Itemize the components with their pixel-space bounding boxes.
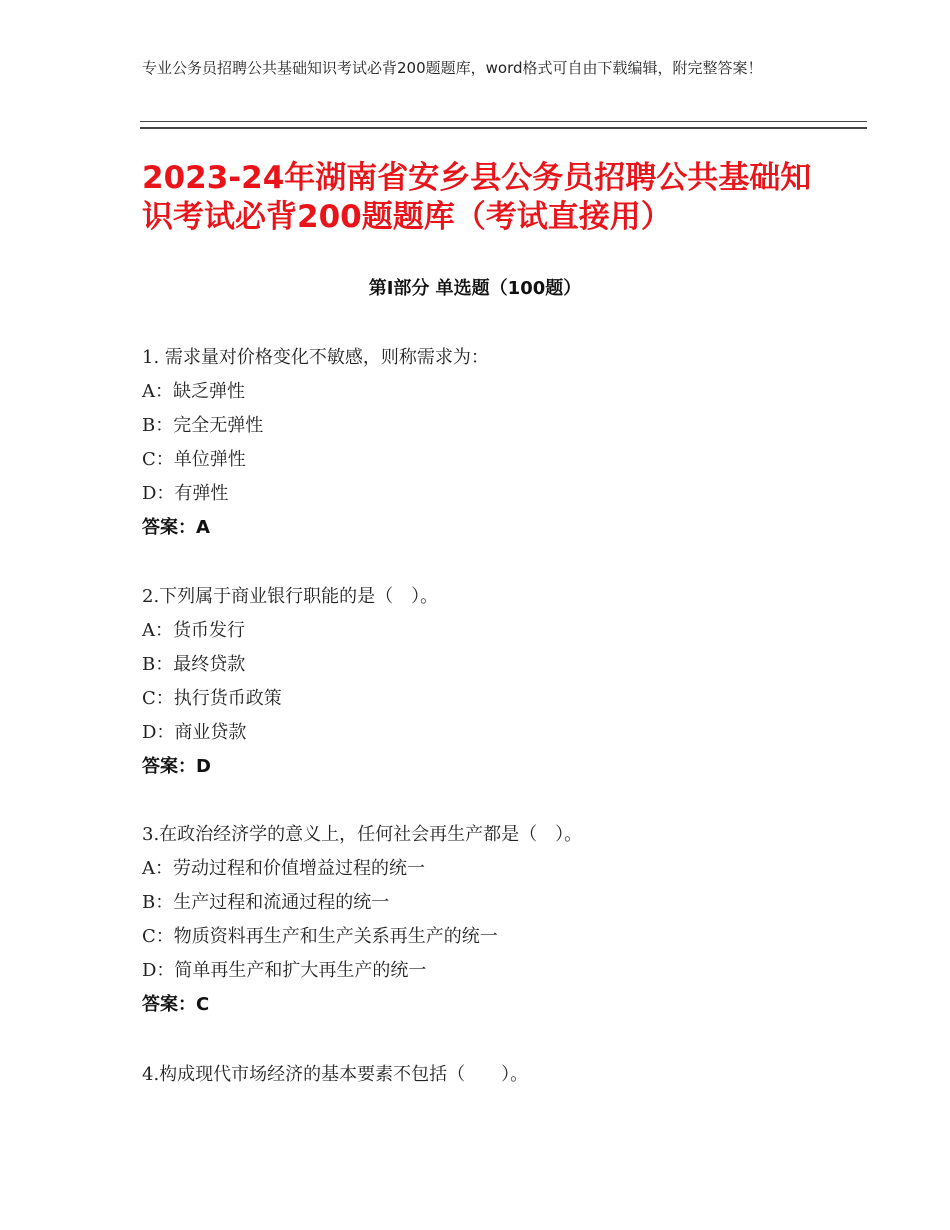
question-1-option-d: D：有弹性 xyxy=(142,483,229,504)
question-3-option-a: A：劳动过程和价值增益过程的统一 xyxy=(142,858,425,879)
question-2-answer: 答案：D xyxy=(142,756,211,777)
question-2-option-c: C：执行货币政策 xyxy=(142,688,282,709)
question-4-stem: 4.构成现代市场经济的基本要素不包括（ ）。 xyxy=(142,1064,529,1085)
header-note: 专业公务员招聘公共基础知识考试必背200题题库，word格式可自由下载编辑，附完整答案！ xyxy=(142,59,763,77)
question-2-stem: 2.下列属于商业银行职能的是（ ）。 xyxy=(142,586,439,607)
document-title: 2023-24年湖南省安乡县公务员招聘公共基础知识考试必背200题题库（考试直接用） xyxy=(142,160,812,235)
question-1-option-a: A：缺乏弹性 xyxy=(142,381,245,402)
question-3-option-c: C：物质资料再生产和生产关系再生产的统一 xyxy=(142,926,498,947)
question-1-stem: 1. 需求量对价格变化不敏感，则称需求为： xyxy=(142,347,489,368)
question-1-option-c: C：单位弹性 xyxy=(142,449,246,470)
question-3-stem: 3.在政治经济学的意义上，任何社会再生产都是（ ）。 xyxy=(142,824,583,845)
question-2-option-d: D：商业贷款 xyxy=(142,722,247,743)
question-1-answer: 答案：A xyxy=(142,517,210,538)
question-1-option-b: B：完全无弹性 xyxy=(142,415,264,436)
question-2-option-a: A：货币发行 xyxy=(142,620,245,641)
header-divider xyxy=(140,121,867,129)
question-2-option-b: B：最终贷款 xyxy=(142,654,246,675)
question-3-option-d: D：简单再生产和扩大再生产的统一 xyxy=(142,960,427,981)
question-3-option-b: B：生产过程和流通过程的统一 xyxy=(142,892,390,913)
question-3-answer: 答案：C xyxy=(142,994,210,1015)
section-heading: 第Ⅰ部分 单选题（100题） xyxy=(368,278,582,299)
